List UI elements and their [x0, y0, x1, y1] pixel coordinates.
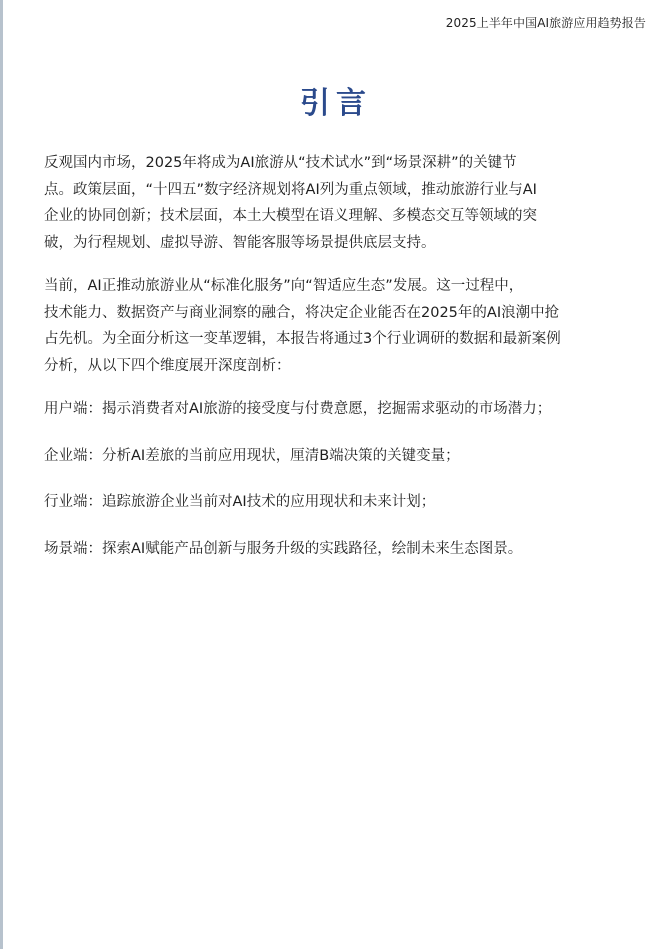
intro-paragraph-1: [44, 150, 644, 256]
dimension-industry: 行业端：追踪旅游企业当前对AI技术的应用现状和未来计划；: [44, 494, 436, 510]
dimension-enterprise: 企业端：分析AI差旅的当前应用现状，厘清B端决策的关键变量；: [44, 447, 460, 464]
intro-paragraph-2: [44, 273, 644, 379]
dimension-user: 用户端：揭示消费者对AI旅游的接受度与付费意愿，挖掘需求驱动的市场潜力；: [44, 401, 552, 417]
paragraph-line: 分析，从以下四个维度展开深度剖析：: [44, 357, 291, 374]
paragraph-line: 企业的协同创新；技术层面，本土大模型在语义理解、多模态交互等领域的突: [44, 208, 537, 224]
page-left-border: [0, 0, 3, 949]
page-title: 引言: [300, 86, 372, 121]
paragraph-line: 点。政策层面，“十四五”数字经济规划将AI列为重点领域，推动旅游行业与AI: [44, 181, 537, 198]
report-header-title: 2025上半年中国AI旅游应用趋势报告: [445, 16, 646, 30]
paragraph-line: 占先机。为全面分析这一变革逻辑，本报告将通过3个行业调研的数据和最新案例: [44, 331, 561, 347]
paragraph-line: 技术能力、数据资产与商业洞察的融合，将决定企业能否在2025年的AI浪潮中抢: [44, 304, 560, 321]
intro-content: [44, 150, 644, 582]
paragraph-line: 当前，AI正推动旅游业从“标准化服务”向“智适应生态”发展。这一过程中，: [44, 278, 524, 294]
paragraph-line: 反观国内市场，2025年将成为AI旅游从“技术试水”到“场景深耕”的关键节: [44, 155, 517, 171]
dimension-scenario: 场景端：探索AI赋能产品创新与服务升级的实践路径，绘制未来生态图景。: [44, 540, 523, 557]
paragraph-line: 破，为行程规划、虚拟导游、智能客服等场景提供底层支持。: [44, 234, 436, 251]
